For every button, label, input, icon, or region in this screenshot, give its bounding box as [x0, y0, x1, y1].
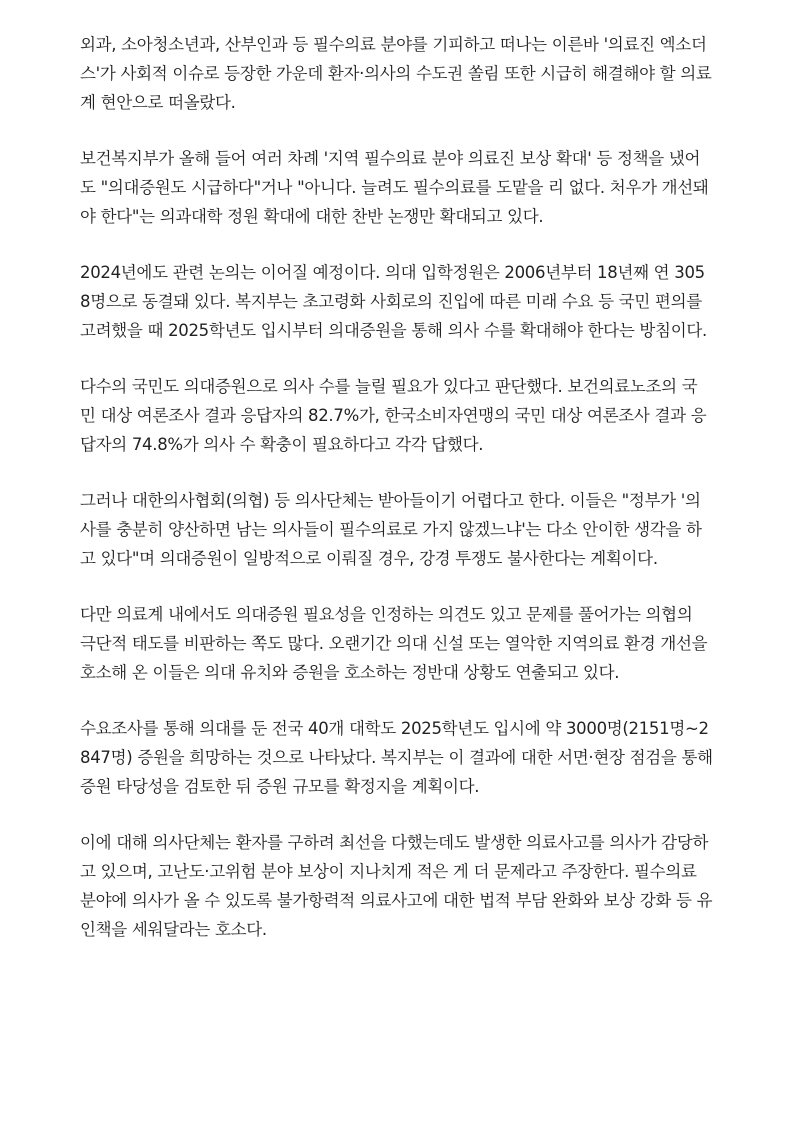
paragraph-5: 그러나 대한의사협회(의협) 등 의사단체는 받아들이기 어렵다고 한다. 이들은 "정부가 '의사를 충분히 양산하면 남는 의사들이 필수의료로 가지 않겠느냐'는 다소 안이한 생각을 하고 있다"며 의대증원이 일방적으로 이뤄질 경우, 강경 투쟁도 불사한다는 계획이다.: [80, 491, 702, 568]
paragraph-1: 외과, 소아청소년과, 산부인과 등 필수의료 분야를 기피하고 떠나는 이른바 '의료진 엑소더스'가 사회적 이슈로 등장한 가운데 환자·의사의 수도권 쏠림 또한 시급히 해결해야 할 의료계 현안으로 떠올랐다.: [80, 35, 712, 112]
paragraph-6: 다만 의료계 내에서도 의대증원 필요성을 인정하는 의견도 있고 문제를 풀어가는 의협의 극단적 태도를 비판하는 쪽도 많다. 오랜기간 의대 신설 또는 열악한 지역의료 환경 개선을 호소해 온 이들은 의대 유치와 증원을 호소하는 정반대 상황도 연출되고 있다.: [80, 605, 708, 682]
paragraph-8: 이에 대해 의사단체는 환자를 구하려 최선을 다했는데도 발생한 의료사고를 의사가 감당하고 있으며, 고난도·고위험 분야 보상이 지나치게 적은 게 더 문제라고 주장한다. 필수의료 분야에 의사가 올 수 있도록 불가항력적 의료사고에 대한 법적 부담 완화와 보상 강화 등 유인책을 세워달라는 호소다.: [80, 833, 713, 939]
paragraph-2: 보건복지부가 올해 들어 여러 차례 '지역 필수의료 분야 의료진 보상 확대' 등 정책을 냈어도 "의대증원도 시급하다"거나 "아니다. 늘려도 필수의료를 도맡을 리 없다. 처우가 개선돼야 한다"는 의과대학 정원 확대에 대한 찬반 논쟁만 확대되고 있다.: [80, 149, 709, 226]
article-body: [80, 30, 713, 971]
paragraph-7: 수요조사를 통해 의대를 둔 전국 40개 대학도 2025학년도 입시에 약 3000명(2151명~2847명) 증원을 희망하는 것으로 나타났다. 복지부는 이 결과에 대한 서면·현장 점검을 통해 증원 타당성을 검토한 뒤 증원 규모를 확정지을 계획이다.: [80, 719, 713, 796]
paragraph-3: 2024년에도 관련 논의는 이어질 예정이다. 의대 입학정원은 2006년부터 18년째 연 3058명으로 동결돼 있다. 복지부는 초고령화 사회로의 진입에 따른 미래 수요 등 국민 편의를 고려했을 때 2025학년도 입시부터 의대증원을 통해 의사 수를 확대해야 한다는 방침이다.: [80, 263, 707, 340]
paragraph-4: 다수의 국민도 의대증원으로 의사 수를 늘릴 필요가 있다고 판단했다. 보건의료노조의 국민 대상 여론조사 결과 응답자의 82.7%가, 한국소비자연맹의 국민 대상 여론조사 결과 응답자의 74.8%가 의사 수 확충이 필요하다고 각각 답했다.: [80, 377, 707, 454]
